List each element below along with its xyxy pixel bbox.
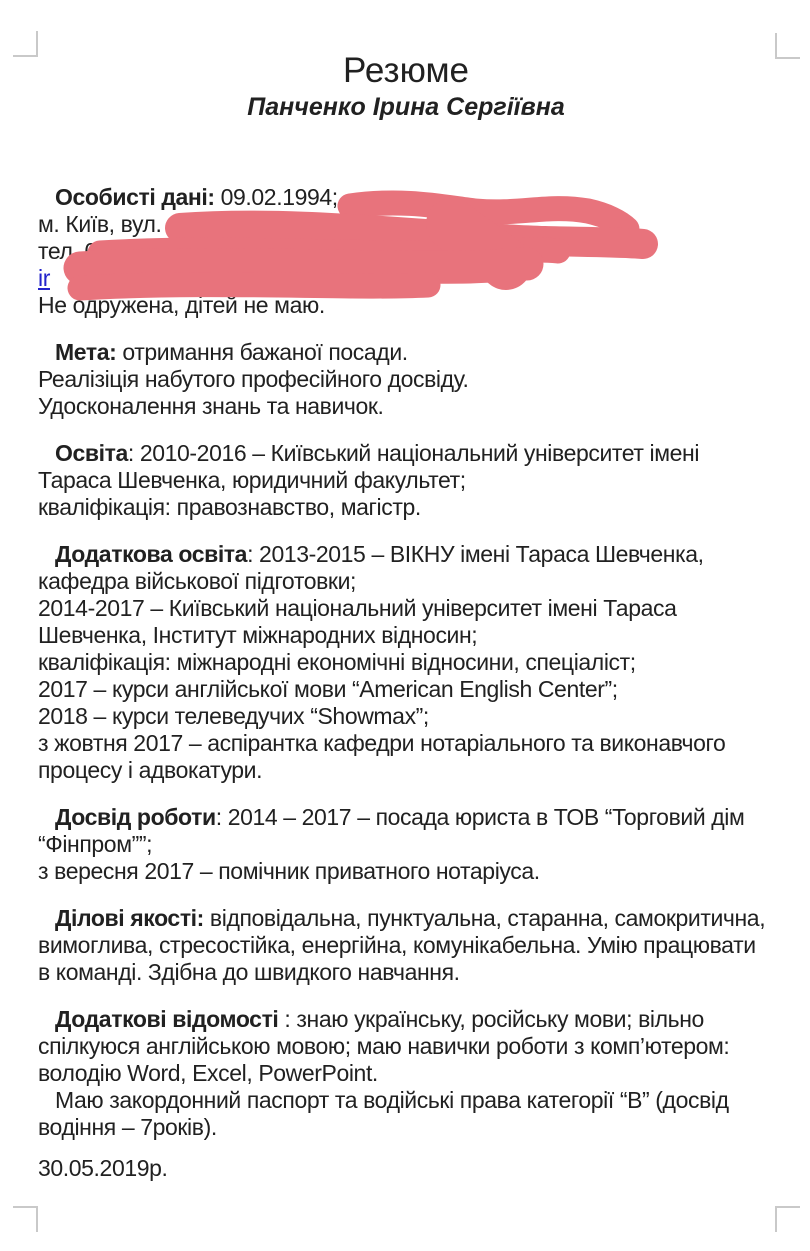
- phone-line: [38, 238, 774, 265]
- section-extra-education: [38, 541, 774, 784]
- additional-line: Маю закордонний паспорт та водійські права категорії “В” (досвід: [55, 1087, 729, 1113]
- page-title: Резюме: [343, 51, 469, 90]
- section-experience: [38, 804, 774, 885]
- meta-head-text: отримання бажаної посади.: [116, 339, 408, 365]
- section-education: [38, 440, 774, 521]
- additional-head-line: [38, 1006, 774, 1033]
- qualities-head-line: [38, 905, 774, 932]
- experience-head-text: : 2014 – 2017 – посада юриста в ТОВ “Торговий дім: [215, 804, 745, 830]
- birthdate-value: 09.02.1994;: [214, 184, 338, 210]
- additional-label: Додаткові відомості: [55, 1006, 279, 1032]
- extra-education-head-line: [38, 541, 774, 568]
- additional-line: володію Word, Excel, PowerPoint.: [38, 1060, 378, 1086]
- experience-line: “Фінпром””;: [38, 831, 153, 857]
- extra-education-label: Додаткова освіта: [55, 541, 248, 567]
- education-line: Тараса Шевченка, юридичний факультет;: [38, 467, 466, 493]
- extra-education-line: з жовтня 2017 – аспірантка кафедри нотаріального та виконавчого: [38, 730, 726, 756]
- experience-label: Досвід роботи: [55, 804, 216, 830]
- education-head-text: : 2010-2016 – Київський національний університет імені: [127, 440, 700, 466]
- extra-education-line: процесу і адвокатури.: [38, 757, 263, 783]
- email-line: [38, 265, 774, 292]
- section-qualities: [38, 905, 774, 986]
- page-corner-bottom-left: [13, 1206, 38, 1232]
- extra-education-head-text: : 2013-2015 – ВІКНУ імені Тараса Шевченка,: [247, 541, 704, 567]
- qualities-head-text: відповідальна, пунктуальна, старанна, самокритична,: [203, 905, 766, 931]
- additional-head-text: : знаю українську, російську мови; вільно: [278, 1006, 704, 1032]
- meta-line: Удосконалення знань та навичок.: [38, 393, 384, 419]
- extra-education-line: кафедра військової підготовки;: [38, 568, 357, 594]
- extra-education-line: 2014-2017 – Київський національний університет імені Тараса: [38, 595, 677, 621]
- qualities-line: в команді. Здібна до швидкого навчання.: [38, 959, 460, 985]
- section-meta: [38, 339, 774, 420]
- personal-label: Особисті дані:: [55, 184, 215, 210]
- phone-visible-text: тел: [38, 238, 73, 264]
- education-head-line: [38, 440, 774, 467]
- experience-line: з вересня 2017 – помічник приватного нотаріуса.: [38, 858, 540, 884]
- email-link[interactable]: ir: [38, 265, 50, 291]
- person-name: Панченко Ірина Сергіївна: [247, 93, 565, 121]
- meta-head-line: [38, 339, 774, 366]
- email-obscured-text: ww: [87, 265, 121, 291]
- personal-head-line: [38, 184, 774, 211]
- extra-education-line: кваліфікація: міжнародні економічні відносини, спеціаліст;: [38, 649, 636, 675]
- extra-education-line: 2018 – курси телеведучих “Showmax”;: [38, 703, 429, 729]
- extra-education-line: Шевченка, Інститут міжнародних відносин;: [38, 622, 478, 648]
- education-line: кваліфікація: правознавство, магістр.: [38, 494, 421, 520]
- phone-obscured-text: . 093 09: [72, 238, 153, 264]
- extra-education-line: 2017 – курси англійської мови “American English Center”;: [38, 676, 618, 702]
- qualities-line: вимоглива, стресостійка, енергійна, комунікабельна. Умію працювати: [38, 932, 756, 958]
- experience-head-line: [38, 804, 774, 831]
- meta-label: Мета:: [55, 339, 117, 365]
- page-corner-top-left: [13, 31, 38, 57]
- qualities-label: Ділові якості:: [55, 905, 204, 931]
- education-label: Освіта: [55, 440, 128, 466]
- document-date: 30.05.2019р.: [38, 1155, 168, 1181]
- resume-document: [38, 0, 774, 1182]
- page-corner-top-right: [775, 33, 800, 59]
- section-personal: [38, 184, 774, 319]
- additional-line: водіння – 7років).: [38, 1114, 217, 1140]
- additional-line: спілкуюся англійською мовою; маю навички роботи з комп’ютером:: [38, 1033, 730, 1059]
- section-additional: [38, 1006, 774, 1141]
- marital-line: Не одружена, дітей не маю.: [38, 292, 325, 318]
- address-line: [38, 211, 774, 238]
- address-visible-text: м. Київ, вул. Є: [38, 211, 184, 237]
- page-corner-bottom-right: [775, 1206, 800, 1232]
- meta-line: Реалізіція набутого професійного досвіду.: [38, 366, 469, 392]
